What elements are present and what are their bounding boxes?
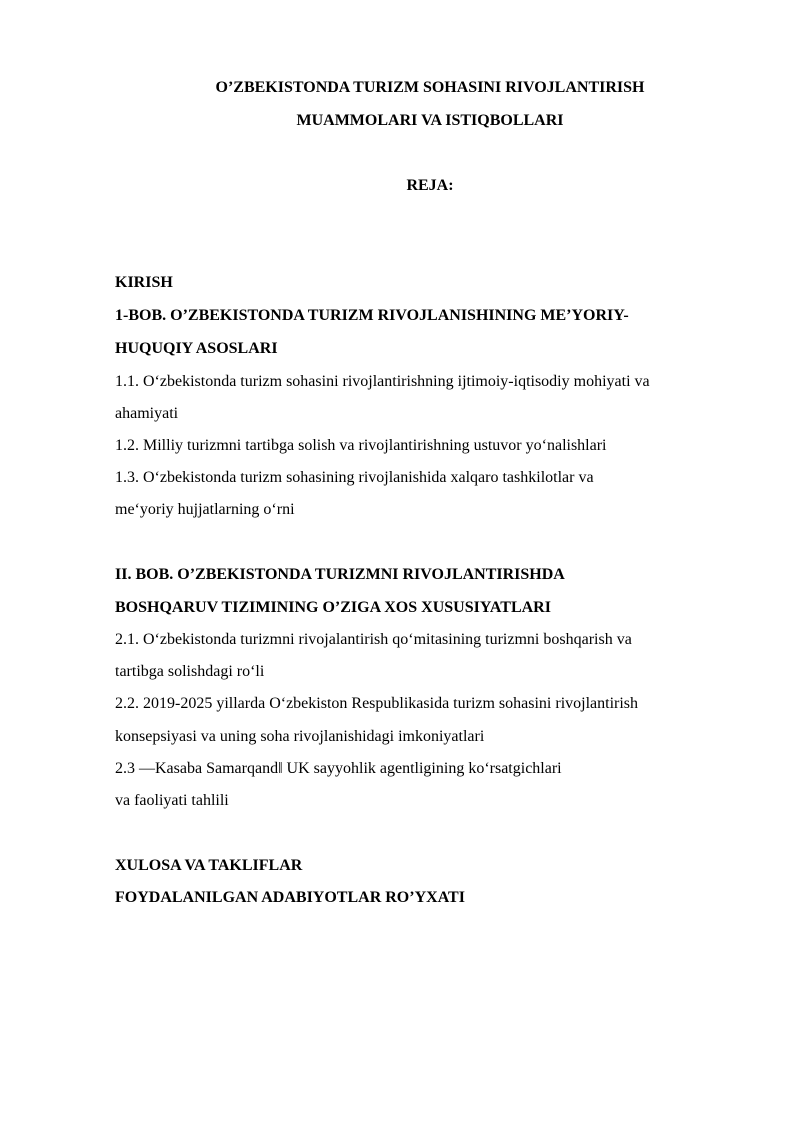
item-2-1-cont: tartibga solishdagi ro‘li bbox=[115, 663, 265, 680]
chapter-2-title-cont: BOSHQARUV TIZIMINING O’ZIGA XOS XUSUSIYATLARI bbox=[115, 599, 551, 616]
plan-heading: REJA: bbox=[406, 177, 454, 194]
section-conclusions: XULOSA VA TAKLIFLAR bbox=[115, 857, 303, 874]
item-2-3: 2.3 ―Kasaba Samarqand‖ UK sayyohlik agentligining ko‘rsatgichlari bbox=[115, 760, 562, 777]
item-1-3-cont: me‘yoriy hujjatlarning o‘rni bbox=[115, 501, 295, 518]
document-title-line-2: MUAMMOLARI VA ISTIQBOLLARI bbox=[296, 112, 564, 129]
item-2-2: 2.2. 2019-2025 yillarda O‘zbekiston Respublikasida turizm sohasini rivojlantirish bbox=[115, 695, 639, 712]
item-1-1: 1.1. O‘zbekistonda turizm sohasini rivojlantirishning ijtimoiy-iqtisodiy mohiyati va bbox=[115, 373, 650, 390]
item-2-2-cont: konsepsiyasi va uning soha rivojlanishidagi imkoniyatlari bbox=[115, 728, 485, 745]
item-2-3-cont: va faoliyati tahlili bbox=[115, 792, 229, 809]
item-1-3: 1.3. O‘zbekistonda turizm sohasining rivojlanishida xalqaro tashkilotlar va bbox=[115, 469, 594, 486]
chapter-1-title-cont: HUQUQIY ASOSLARI bbox=[115, 340, 278, 357]
item-1-1-cont: ahamiyati bbox=[115, 405, 179, 422]
chapter-2-title: II. BOB. O’ZBEKISTONDA TURIZMNI RIVOJLANTIRISHDA bbox=[115, 566, 565, 583]
section-references: FOYDALANILGAN ADABIYOTLAR RO’YXATI bbox=[115, 889, 465, 906]
chapter-1-title: 1-BOB. O’ZBEKISTONDA TURIZM RIVOJLANISHINING ME’YORIY- bbox=[115, 307, 629, 324]
document-title-line-1: O’ZBEKISTONDA TURIZM SOHASINI RIVOJLANTIRISH bbox=[215, 79, 645, 96]
item-2-1: 2.1. O‘zbekistonda turizmni rivojalantirish qo‘mitasining turizmni boshqarish va bbox=[115, 631, 632, 648]
item-1-2: 1.2. Milliy turizmni tartibga solish va rivojlantirishning ustuvor yo‘nalishlari bbox=[115, 437, 607, 454]
section-intro: KIRISH bbox=[115, 274, 173, 291]
